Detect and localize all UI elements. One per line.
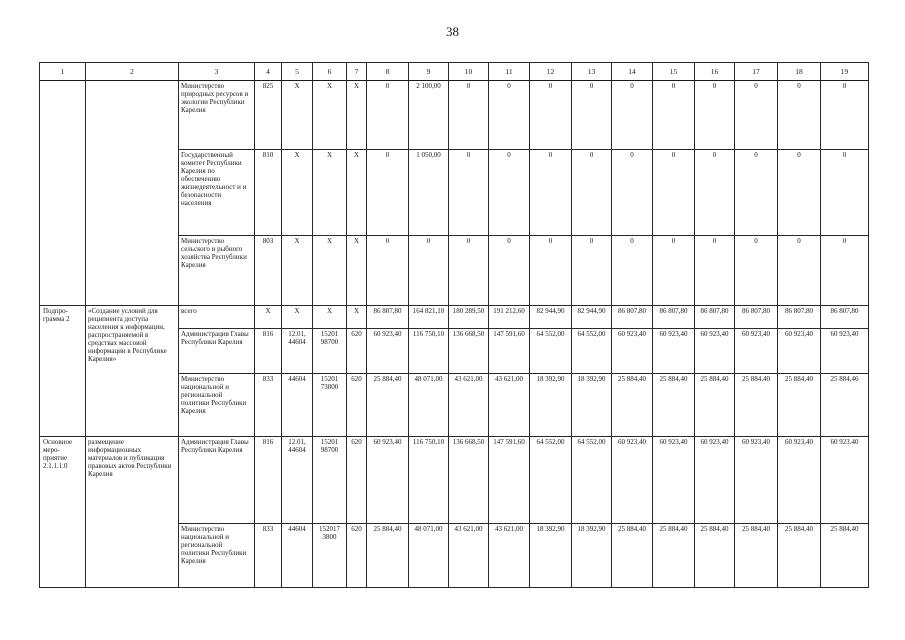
amount-cell: 86 807,80 [735,306,778,329]
section-code-cell: X [282,306,313,329]
table-row [40,306,869,329]
amount-cell: 43 621,00 [489,524,530,588]
amount-cell: 60 923,40 [612,329,653,374]
program-code-cell [40,81,86,306]
amount-cell: 25 884,40 [778,374,821,437]
amount-cell: 136 668,50 [449,437,489,524]
amount-cell: 60 923,40 [695,437,735,524]
amount-cell: 25 884,46 [821,374,869,437]
column-number-header: 4 [255,63,282,81]
program-description-cell [86,81,179,306]
column-number-header: 16 [695,63,735,81]
table-row [40,437,869,524]
amount-cell: 82 944,90 [572,306,612,329]
amount-cell: 0 [530,81,572,150]
amount-cell: 0 [409,236,449,306]
amount-cell: 0 [449,236,489,306]
amount-cell: 0 [489,81,530,150]
program-description-cell: «Создание условий для реципиента доступа населения к информации, распространяемой в средствах массовой информации в Республике Карелия» [86,306,179,437]
amount-cell: 2 100,00 [409,81,449,150]
amount-cell: 86 807,80 [612,306,653,329]
amount-cell: 86 807,80 [653,306,695,329]
amount-cell: 43 621,00 [449,524,489,588]
column-number-header: 11 [489,63,530,81]
amount-cell: 18 392,90 [572,374,612,437]
target-article-cell: 15201 98700 [313,329,347,374]
amount-cell: 164 821,10 [409,306,449,329]
amount-cell: 191 212,60 [489,306,530,329]
amount-cell: 18 392,90 [572,524,612,588]
amount-cell: 0 [695,81,735,150]
table-row [40,81,869,150]
executor-name-cell: Министерство природных ресурсов и экологии Республики Карелия [179,81,255,150]
budget-table [39,62,869,588]
column-number-header: 2 [86,63,179,81]
amount-cell: 25 884,40 [367,374,409,437]
grbs-code-cell: 825 [255,81,282,150]
amount-cell: 60 923,40 [735,437,778,524]
section-code-cell: 44604 [282,374,313,437]
column-number-header: 19 [821,63,869,81]
target-article-cell: X [313,150,347,236]
amount-cell: 60 923,40 [778,437,821,524]
grbs-code-cell: 810 [255,150,282,236]
amount-cell: 25 884,40 [653,524,695,588]
expense-type-cell: X [347,306,367,329]
expense-type-cell: 620 [347,329,367,374]
amount-cell: 60 923,40 [821,329,869,374]
amount-cell: 0 [612,236,653,306]
amount-cell: 86 807,80 [821,306,869,329]
amount-cell: 48 071,00 [409,524,449,588]
amount-cell: 18 392,90 [530,374,572,437]
target-article-cell: X [313,81,347,150]
section-code-cell: X [282,150,313,236]
amount-cell: 18 392,90 [530,524,572,588]
grbs-code-cell: X [255,306,282,329]
amount-cell: 25 884,40 [821,524,869,588]
amount-cell: 60 923,40 [367,329,409,374]
amount-cell: 0 [653,236,695,306]
amount-cell: 60 923,40 [653,437,695,524]
amount-cell: 64 552,00 [572,437,612,524]
amount-cell: 0 [572,81,612,150]
amount-cell: 0 [612,150,653,236]
amount-cell: 0 [572,236,612,306]
amount-cell: 0 [778,81,821,150]
target-article-cell: 15201 98700 [313,437,347,524]
amount-cell: 1 050,00 [409,150,449,236]
executor-name-cell: Администрация Главы Республики Карелия [179,329,255,374]
amount-cell: 0 [489,150,530,236]
amount-cell: 60 923,40 [695,329,735,374]
amount-cell: 0 [530,150,572,236]
section-code-cell: X [282,236,313,306]
amount-cell: 64 552,00 [530,437,572,524]
amount-cell: 0 [821,150,869,236]
column-number-header: 7 [347,63,367,81]
grbs-code-cell: 816 [255,437,282,524]
grbs-code-cell: 833 [255,524,282,588]
amount-cell: 86 807,80 [367,306,409,329]
target-article-cell: 15201 73800 [313,374,347,437]
amount-cell: 0 [695,236,735,306]
amount-cell: 0 [735,236,778,306]
column-number-header: 17 [735,63,778,81]
amount-cell: 0 [821,81,869,150]
executor-name-cell: Государственный комитет Республики Карелия по обеспечению жизнедеятельност и и безопасности населения [179,150,255,236]
amount-cell: 43 621,00 [489,374,530,437]
expense-type-cell: X [347,236,367,306]
amount-cell: 0 [449,81,489,150]
amount-cell: 0 [653,150,695,236]
amount-cell: 60 923,40 [367,437,409,524]
column-number-header: 13 [572,63,612,81]
amount-cell: 0 [572,150,612,236]
amount-cell: 25 884,40 [695,524,735,588]
target-article-cell: X [313,236,347,306]
amount-cell: 116 750,10 [409,437,449,524]
page-number: 38 [446,24,459,39]
section-code-cell: 12.01, 44604 [282,437,313,524]
column-number-header: 8 [367,63,409,81]
amount-cell: 64 552,00 [572,329,612,374]
expense-type-cell: 620 [347,437,367,524]
amount-cell: 60 923,40 [653,329,695,374]
executor-name-cell: Администрация Главы Республики Карелия [179,437,255,524]
section-code-cell: 12.01, 44604 [282,329,313,374]
column-number-header: 5 [282,63,313,81]
amount-cell: 25 884,40 [612,374,653,437]
column-number-header: 10 [449,63,489,81]
column-number-header: 18 [778,63,821,81]
amount-cell: 25 884,40 [695,374,735,437]
amount-cell: 180 289,50 [449,306,489,329]
amount-cell: 60 923.40 [821,437,869,524]
grbs-code-cell: 803 [255,236,282,306]
amount-cell: 147 591,60 [489,437,530,524]
amount-cell: 0 [612,81,653,150]
amount-cell: 48 071,00 [409,374,449,437]
amount-cell: 25 884,40 [367,524,409,588]
column-number-header: 12 [530,63,572,81]
column-number-header: 15 [653,63,695,81]
program-code-cell: Подпро-грамма 2 [40,306,86,437]
amount-cell: 0 [449,150,489,236]
amount-cell: 0 [530,236,572,306]
column-number-header: 9 [409,63,449,81]
amount-cell: 64 552,00 [530,329,572,374]
amount-cell: 86 807,80 [695,306,735,329]
executor-name-cell: Министерство сельского и рыбного хозяйства Республики Карелия [179,236,255,306]
column-number-header: 14 [612,63,653,81]
expense-type-cell: 620 [347,374,367,437]
amount-cell: 0 [367,236,409,306]
amount-cell: 0 [489,236,530,306]
amount-cell: 60 923,40 [612,437,653,524]
amount-cell: 0 [695,150,735,236]
amount-cell: 0 [735,150,778,236]
amount-cell: 0 [778,236,821,306]
executor-name-cell: Министерство национальной и региональной политики Республики Карелия [179,374,255,437]
column-number-header: 3 [179,63,255,81]
amount-cell: 25 884,40 [735,374,778,437]
amount-cell: 60 923,40 [735,329,778,374]
amount-cell: 0 [367,150,409,236]
amount-cell: 25 884,40 [735,524,778,588]
column-number-header: 1 [40,63,86,81]
expense-type-cell: X [347,81,367,150]
target-article-cell: X [313,306,347,329]
amount-cell: 86 807,80 [778,306,821,329]
column-number-header: 6 [313,63,347,81]
amount-cell: 25 884,40 [653,374,695,437]
expense-type-cell: X [347,150,367,236]
executor-name-cell: Министерство национальной и региональной политики Республики Карелия [179,524,255,588]
amount-cell: 136 668,50 [449,329,489,374]
amount-cell: 0 [735,81,778,150]
amount-cell: 0 [367,81,409,150]
executor-name-cell: всего [179,306,255,329]
section-code-cell: 44604 [282,524,313,588]
amount-cell: 82 944,90 [530,306,572,329]
amount-cell: 25 884,40 [612,524,653,588]
grbs-code-cell: 833 [255,374,282,437]
program-description-cell: размещение информационных материалов и публикация правовых актов Республики Карелия [86,437,179,588]
amount-cell: 0 [653,81,695,150]
expense-type-cell: 620 [347,524,367,588]
program-code-cell: Основное меро-приятие 2.1.1.1.0 [40,437,86,588]
amount-cell: 116 750,10 [409,329,449,374]
amount-cell: 43 621,00 [449,374,489,437]
amount-cell: 60 923,40 [778,329,821,374]
grbs-code-cell: 816 [255,329,282,374]
amount-cell: 0 [778,150,821,236]
section-code-cell: X [282,81,313,150]
amount-cell: 147 591,60 [489,329,530,374]
amount-cell: 25 884,40 [778,524,821,588]
amount-cell: 0 [821,236,869,306]
target-article-cell: 152017 3800 [313,524,347,588]
table-header-row [40,63,869,81]
